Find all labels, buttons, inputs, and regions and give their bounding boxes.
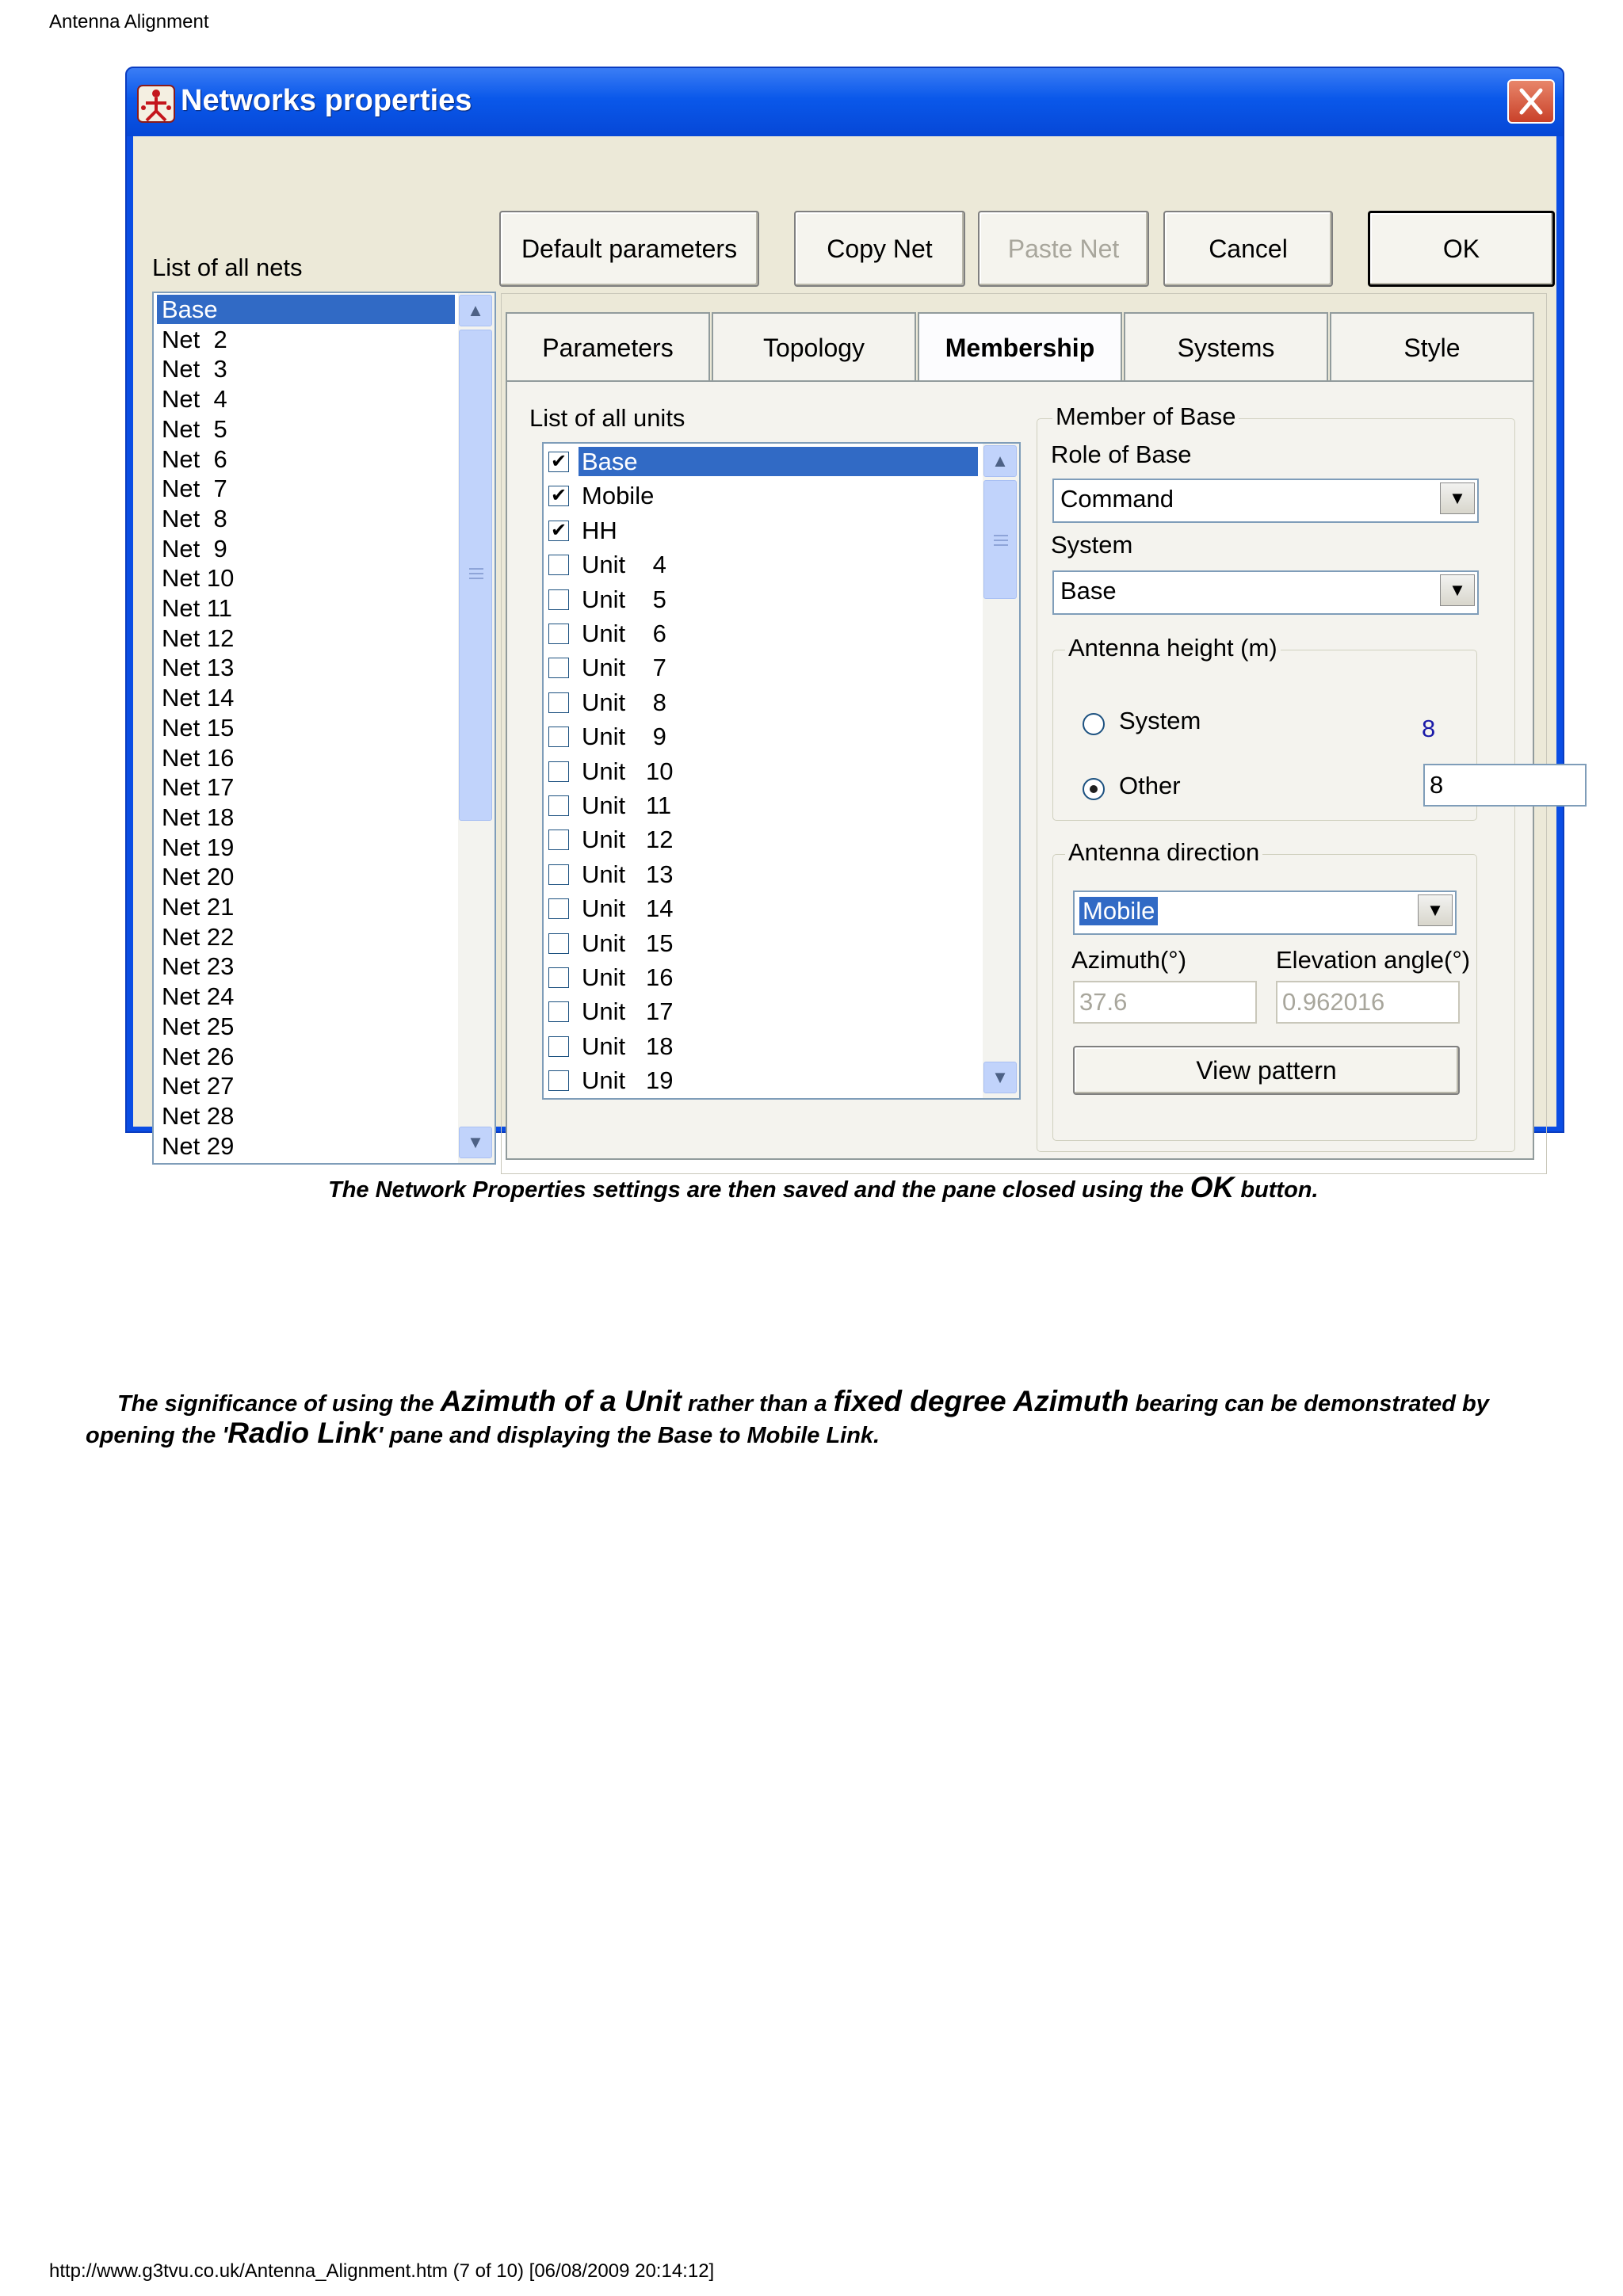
- net-list-item[interactable]: Net 3: [162, 355, 227, 383]
- unit-checkbox[interactable]: [548, 486, 569, 506]
- view-pattern-button[interactable]: View pattern: [1073, 1046, 1460, 1095]
- unit-list-item[interactable]: Unit 4: [582, 551, 666, 579]
- role-select[interactable]: [1052, 479, 1479, 523]
- role-value: Command: [1060, 485, 1174, 513]
- scroll-thumb[interactable]: [983, 480, 1017, 599]
- unit-checkbox[interactable]: [548, 898, 569, 919]
- net-list-item[interactable]: Net 11: [162, 594, 233, 622]
- nets-list-label: List of all nets: [152, 254, 303, 281]
- unit-list-item[interactable]: Unit 13: [582, 860, 674, 888]
- tab-systems[interactable]: Systems: [1124, 312, 1328, 382]
- unit-list-item[interactable]: Unit 19: [582, 1066, 674, 1095]
- page-footer: http://www.g3tvu.co.uk/Antenna_Alignment.htm (7 of 10) [06/08/2009 20:14:12]: [49, 2260, 715, 2282]
- net-list-item[interactable]: Net 6: [162, 444, 227, 473]
- caption-significance-line1: [117, 1385, 1489, 1418]
- scroll-up-arrow-icon[interactable]: ▲: [459, 295, 492, 326]
- close-button[interactable]: [1507, 79, 1555, 124]
- unit-checkbox[interactable]: [548, 624, 569, 644]
- other-height-input[interactable]: 8: [1423, 764, 1587, 807]
- caption-text: bearing can be demonstrated by: [1128, 1391, 1489, 1417]
- unit-checkbox[interactable]: [548, 589, 569, 610]
- tab-parameters[interactable]: Parameters: [506, 312, 710, 382]
- chevron-down-icon[interactable]: ▼: [1440, 574, 1475, 606]
- net-list-item[interactable]: Net 7: [162, 475, 227, 503]
- elevation-input[interactable]: 0.962016: [1276, 981, 1460, 1024]
- net-list-item[interactable]: Net 4: [162, 385, 227, 414]
- net-list-item[interactable]: Net 19: [162, 833, 235, 861]
- net-list-item[interactable]: Net 26: [162, 1042, 235, 1070]
- unit-list-item[interactable]: Unit 10: [582, 757, 674, 785]
- antenna-direction-title: Antenna direction: [1065, 838, 1262, 867]
- unit-list-item[interactable]: Unit 18: [582, 1032, 674, 1060]
- unit-checkbox[interactable]: [548, 452, 569, 472]
- checkmark-icon: ✔: [550, 485, 567, 507]
- close-icon: [1509, 81, 1553, 122]
- network-app-icon: [136, 84, 176, 124]
- scroll-down-arrow-icon[interactable]: ▼: [459, 1127, 492, 1158]
- unit-checkbox[interactable]: [548, 795, 569, 816]
- chevron-down-icon[interactable]: ▼: [1418, 894, 1453, 926]
- caption-text: The significance of using the: [117, 1391, 441, 1417]
- unit-list-item[interactable]: HH: [582, 516, 617, 544]
- member-group-title: Member of Base: [1052, 402, 1239, 431]
- nets-scrollbar[interactable]: [458, 293, 495, 1163]
- copy-net-button[interactable]: Copy Net: [794, 211, 965, 287]
- unit-list-item[interactable]: Unit 8: [582, 688, 666, 716]
- tab-topology[interactable]: Topology: [712, 312, 916, 382]
- net-list-item[interactable]: Net 13: [162, 654, 235, 682]
- net-list-item[interactable]: Net 12: [162, 624, 235, 652]
- dialog-client-area: [133, 136, 1556, 1160]
- antenna-direction-select[interactable]: [1073, 891, 1457, 935]
- caption-ok-text-end: button.: [1234, 1177, 1319, 1203]
- net-list-item[interactable]: Net 29: [162, 1131, 235, 1160]
- unit-list-item[interactable]: Unit 12: [582, 826, 674, 854]
- net-list-item[interactable]: Net 17: [162, 773, 235, 802]
- unit-checkbox[interactable]: [548, 555, 569, 575]
- system-value: Base: [1060, 577, 1117, 605]
- page-header: Antenna Alignment: [49, 11, 209, 32]
- net-list-item[interactable]: Net 8: [162, 504, 227, 532]
- scroll-down-arrow-icon[interactable]: ▼: [983, 1062, 1017, 1093]
- unit-checkbox[interactable]: [548, 864, 569, 885]
- unit-list-item[interactable]: Unit 14: [582, 894, 674, 923]
- unit-list-item[interactable]: Unit 16: [582, 963, 674, 991]
- net-list-item[interactable]: Net 21: [162, 893, 235, 921]
- net-list-item[interactable]: Net 15: [162, 713, 235, 742]
- elevation-label: Elevation angle(°): [1276, 946, 1471, 974]
- system-height-label: System: [1119, 707, 1201, 734]
- net-list-item[interactable]: Net 2: [162, 325, 227, 353]
- ok-button[interactable]: OK: [1368, 211, 1555, 287]
- unit-checkbox[interactable]: [548, 830, 569, 850]
- tab-membership[interactable]: Membership: [918, 312, 1122, 382]
- net-list-item[interactable]: Net 20: [162, 863, 235, 891]
- scroll-up-arrow-icon[interactable]: ▲: [983, 445, 1017, 477]
- system-select[interactable]: [1052, 570, 1479, 615]
- caption-emphasis: Radio Link: [227, 1417, 378, 1449]
- caption-text: rather than a: [681, 1391, 834, 1417]
- scroll-thumb[interactable]: [459, 330, 492, 821]
- nets-listbox[interactable]: [152, 292, 496, 1165]
- unit-checkbox[interactable]: [548, 658, 569, 678]
- antenna-direction-value: Mobile: [1079, 897, 1158, 925]
- net-list-item[interactable]: Net 5: [162, 414, 227, 443]
- unit-list-item[interactable]: Unit 17: [582, 997, 674, 1026]
- unit-checkbox[interactable]: [548, 1070, 569, 1091]
- other-height-label: Other: [1119, 772, 1181, 799]
- unit-list-item[interactable]: Unit 15: [582, 929, 674, 957]
- caption-emphasis: fixed degree Azimuth: [833, 1385, 1129, 1417]
- net-list-item[interactable]: Net 10: [162, 564, 235, 593]
- checkmark-icon: ✔: [550, 451, 567, 472]
- membership-panel: [506, 380, 1534, 1160]
- default-parameters-button[interactable]: Default parameters: [499, 211, 759, 287]
- caption-emphasis: Azimuth of a Unit: [440, 1385, 682, 1417]
- tab-style[interactable]: Style: [1330, 312, 1534, 382]
- cancel-button[interactable]: Cancel: [1163, 211, 1333, 287]
- unit-checkbox[interactable]: [548, 933, 569, 954]
- net-list-item[interactable]: Base: [157, 295, 455, 324]
- caption-ok-keyword: OK: [1190, 1171, 1235, 1203]
- unit-checkbox[interactable]: [548, 761, 569, 782]
- unit-checkbox[interactable]: [548, 967, 569, 988]
- net-list-item[interactable]: Net 9: [162, 534, 227, 563]
- unit-list-item[interactable]: Mobile: [582, 482, 655, 510]
- checkmark-icon: ✔: [550, 519, 567, 541]
- net-list-item[interactable]: Net 28: [162, 1101, 235, 1130]
- caption-text: ' pane and displaying the Base to Mobile Link.: [377, 1423, 880, 1448]
- system-label: System: [1051, 531, 1133, 559]
- networks-properties-window: [125, 67, 1564, 1160]
- azimuth-label: Azimuth(°): [1071, 946, 1187, 974]
- unit-checkbox[interactable]: [548, 692, 569, 713]
- system-height-radio[interactable]: [1083, 713, 1105, 735]
- net-list-item[interactable]: Net 23: [162, 952, 235, 981]
- net-list-item[interactable]: Net 27: [162, 1072, 235, 1100]
- role-label: Role of Base: [1051, 441, 1192, 468]
- net-list-item[interactable]: Net 22: [162, 922, 235, 951]
- caption-text: opening the ': [86, 1423, 228, 1448]
- other-height-radio[interactable]: [1083, 778, 1105, 800]
- system-height-value: 8: [1422, 715, 1436, 742]
- paste-net-button[interactable]: Paste Net: [978, 211, 1149, 287]
- antenna-height-group: [1052, 650, 1477, 821]
- net-list-item[interactable]: Net 24: [162, 982, 235, 1011]
- caption-ok: [328, 1171, 1319, 1204]
- units-listbox[interactable]: [542, 442, 1021, 1100]
- unit-list-item[interactable]: Unit 9: [582, 723, 666, 751]
- net-list-item[interactable]: Net 14: [162, 684, 235, 712]
- unit-checkbox[interactable]: [548, 1036, 569, 1057]
- unit-list-item[interactable]: Unit 11: [582, 791, 672, 819]
- units-list-label: List of all units: [529, 404, 685, 432]
- antenna-height-title: Antenna height (m): [1065, 634, 1281, 662]
- unit-checkbox[interactable]: [548, 727, 569, 747]
- unit-list-item[interactable]: Unit 7: [582, 654, 666, 682]
- net-list-item[interactable]: Net 16: [162, 743, 235, 772]
- unit-checkbox[interactable]: [548, 521, 569, 541]
- window-title: Networks properties: [181, 84, 472, 117]
- unit-list-item[interactable]: Unit 6: [582, 620, 666, 647]
- units-scrollbar[interactable]: [983, 444, 1019, 1098]
- chevron-down-icon[interactable]: ▼: [1440, 482, 1475, 514]
- azimuth-input[interactable]: 37.6: [1073, 981, 1257, 1024]
- caption-ok-text: The Network Properties settings are then saved and the pane closed using the: [328, 1177, 1190, 1203]
- net-list-item[interactable]: Net 25: [162, 1012, 235, 1040]
- caption-significance-line2: [86, 1417, 880, 1450]
- unit-checkbox[interactable]: [548, 1001, 569, 1022]
- net-list-item[interactable]: Net 18: [162, 803, 235, 831]
- unit-list-item[interactable]: Base: [579, 447, 978, 476]
- unit-list-item[interactable]: Unit 5: [582, 585, 666, 613]
- title-bar[interactable]: [127, 68, 1563, 136]
